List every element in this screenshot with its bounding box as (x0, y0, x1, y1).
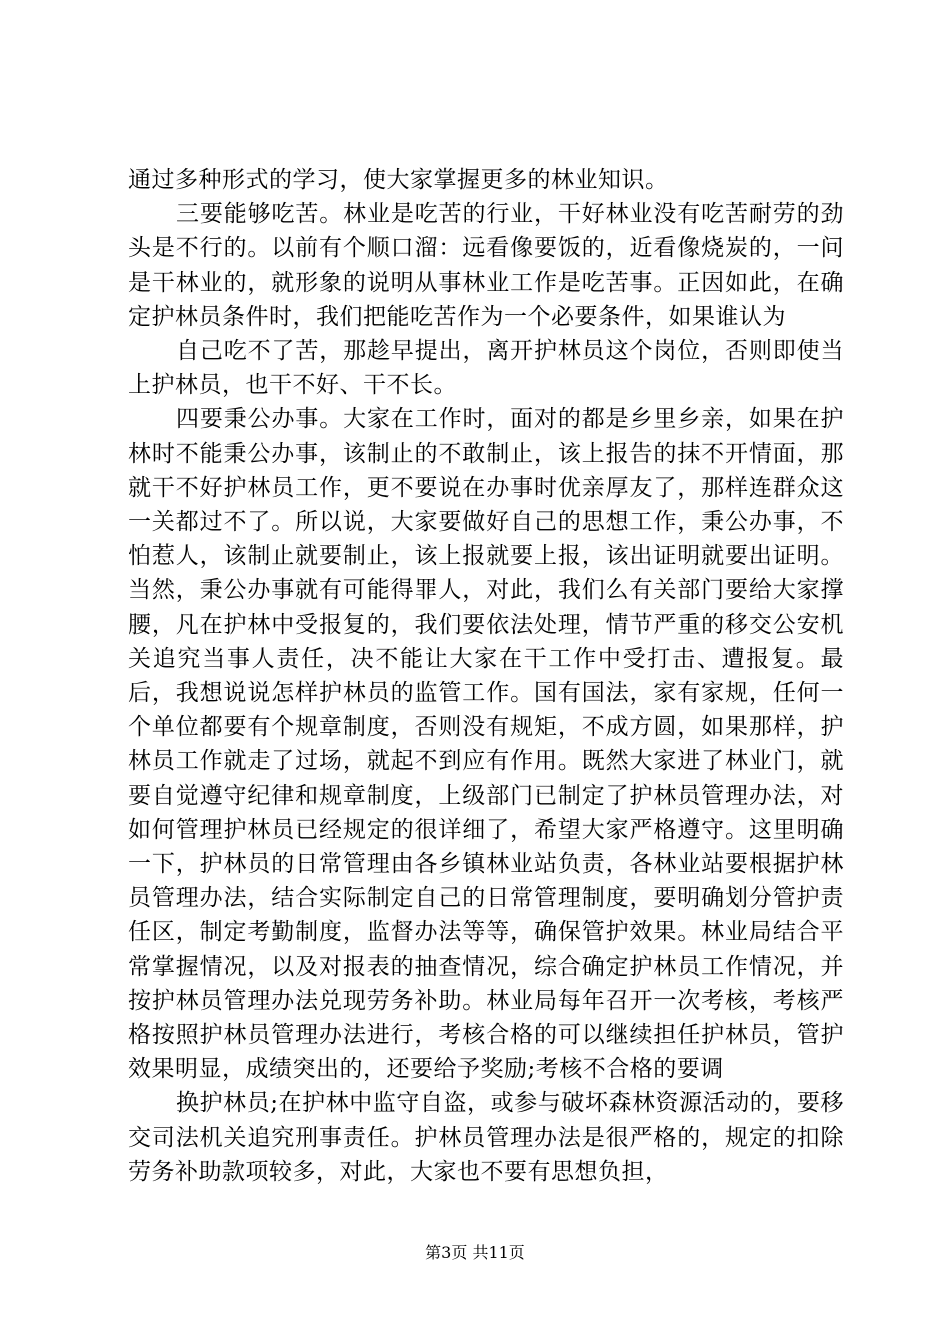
paragraph-4: 四要秉公办事。大家在工作时，面对的都是乡里乡亲，如果在护林时不能秉公办事，该制止的不敢制止，该上报告的抹不开情面，那就干不好护林员工作，更不要说在办事时优亲厚友了，那样连群众这一关都过不了。所以说，大家要做好自己的思想工作，秉公办事，不怕惹人，该制止就要制止，该上报就要上报，该出证明就要出证明。当然，秉公办事就有可能得罪人，对此，我们么有关部门要给大家撑腰，凡在护林中受报复的，我们要依法处理，情节严重的移交公安机关追究当事人责任，决不能让大家在干工作中受打击、遭报复。最后，我想说说怎样护林员的监管工作。国有国法，家有家规，任何一个单位都要有个规章制度，否则没有规矩，不成方圆，如果那样，护林员工作就走了过场，就起不到应有作用。既然大家进了林业门，就要自觉遵守纪律和规章制度，上级部门已制定了护林员管理办法，对如何管理护林员已经规定的很详细了，希望大家严格遵守。这里明确一下，护林员的日常管理由各乡镇林业站负责，各林业站要根据护林员管理办法，结合实际制定自己的日常管理制度，要明确划分管护责任区，制定考勤制度，监督办法等等，确保管护效果。林业局结合平常掌握情况，以及对报表的抽查情况，综合确定护林员工作情况，并按护林员管理办法兑现劳务补助。林业局每年召开一次考核，考核严格按照护林员管理办法进行，考核合格的可以继续担任护林员，管护效果明显，成绩突出的，还要给予奖励;考核不合格的要调 (128, 406, 844, 1083)
paragraph-1: 通过多种形式的学习，使大家掌握更多的林业知识。 (128, 167, 669, 193)
paragraph-5: 换护林员;在护林中监守自盗，或参与破坏森林资源活动的，要移交司法机关追究刑事责任。护林员管理办法是很严格的，规定的扣除劳务补助款项较多，对此，大家也不要有思想负担， (128, 1090, 844, 1185)
page-footer: 第3页 共11页 (425, 1243, 525, 1262)
paragraph-3: 自己吃不了苦，那趁早提出，离开护林员这个岗位，否则即使当上护林员，也干不好、干不长。 (128, 338, 844, 399)
document-body (128, 163, 844, 1189)
paragraph-2: 三要能够吃苦。林业是吃苦的行业，干好林业没有吃苦耐劳的劲头是不行的。以前有个顺口溜：远看像要饭的，近看像烧炭的，一问是干林业的，就形象的说明从事林业工作是吃苦事。正因如此，在确定护林员条件时，我们把能吃苦作为一个必要条件，如果谁认为 (128, 201, 844, 330)
